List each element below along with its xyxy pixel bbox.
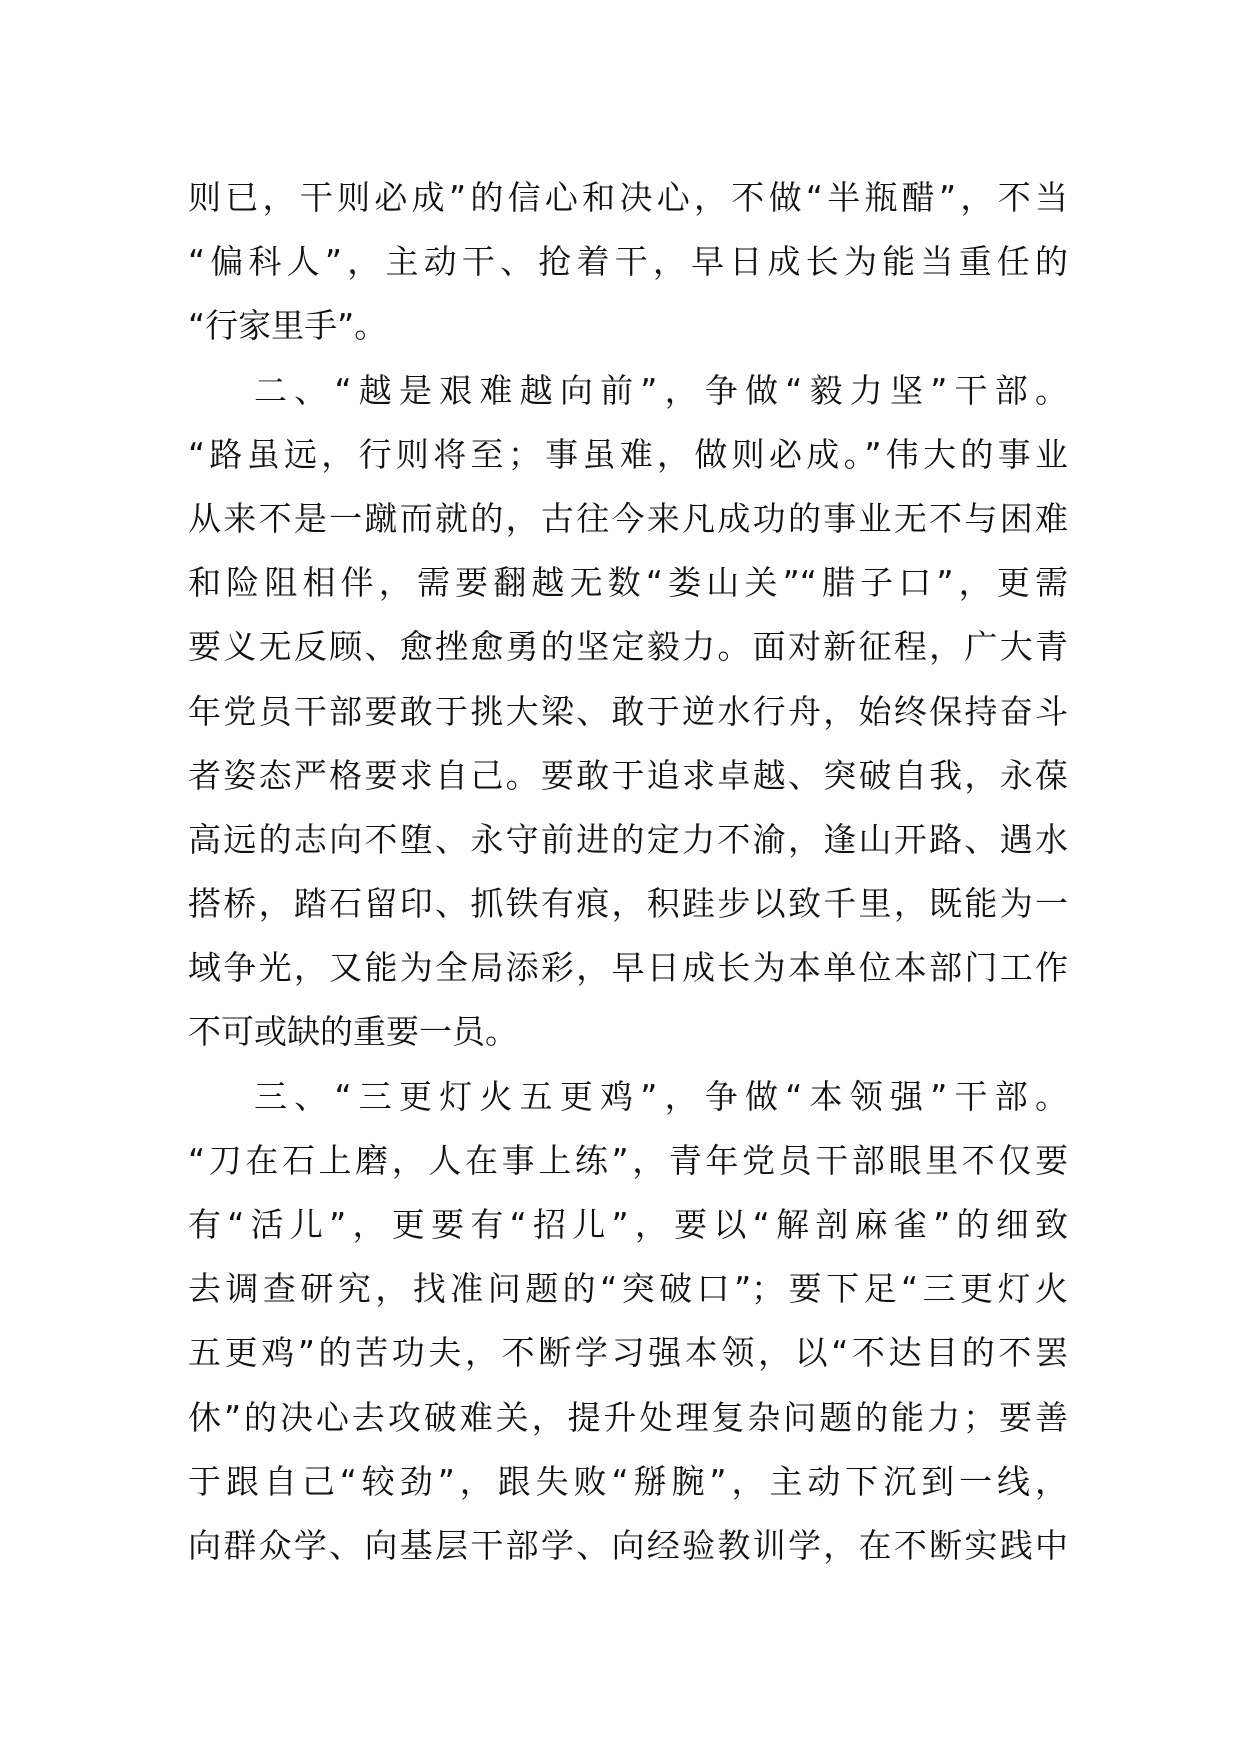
text-line: 域争光，又能为全局添彩，早日成长为本单位本部门工作 — [188, 948, 1068, 988]
document-body-text — [188, 166, 1068, 1578]
text-line: 不可或缺的重要一员。 — [188, 1012, 518, 1052]
text-line: “行家里手”。 — [188, 306, 388, 346]
section-heading-2: 二、“越是艰难越向前”，争做“毅力坚”干部。 — [254, 370, 1068, 410]
text-line: 五更鸡”的苦功夫，不断学习强本领，以“不达目的不罢 — [188, 1333, 1068, 1373]
text-line: 休”的决心去攻破难关，提升处理复杂问题的能力；要善 — [188, 1397, 1068, 1437]
text-line: 从来不是一蹴而就的，古往今来凡成功的事业无不与困难 — [188, 498, 1068, 538]
text-line: 年党员干部要敢于挑大梁、敢于逆水行舟，始终保持奋斗 — [188, 691, 1068, 731]
text-line: “刀在石上磨，人在事上练”，青年党员干部眼里不仅要 — [188, 1140, 1068, 1180]
text-line: 有“活儿”，更要有“招儿”，要以“解剖麻雀”的细致 — [188, 1205, 1068, 1244]
text-line: “路虽远，行则将至；事虽难，做则必成。”伟大的事业 — [188, 434, 1068, 474]
text-line: 搭桥，踏石留印、抓铁有痕，积跬步以致千里，既能为一 — [188, 884, 1068, 924]
text-line: 高远的志向不堕、永守前进的定力不渝，逢山开路、遇水 — [188, 819, 1068, 859]
text-line: “偏科人”，主动干、抢着干，早日成长为能当重任的 — [188, 242, 1068, 282]
text-line: 于跟自己“较劲”，跟失败“掰腕”，主动下沉到一线， — [188, 1461, 1068, 1501]
text-line: 要义无反顾、愈挫愈勇的坚定毅力。面对新征程，广大青 — [188, 627, 1068, 667]
text-line: 则已，干则必成”的信心和决心，不做“半瓶醋”，不当 — [188, 178, 1068, 217]
text-line: 向群众学、向基层干部学、向经验教训学，在不断实践中 — [188, 1525, 1068, 1565]
text-line: 和险阻相伴，需要翻越无数“娄山关”“腊子口”，更需 — [188, 563, 1068, 603]
section-heading-3: 三、“三更灯火五更鸡”，争做“本领强”干部。 — [254, 1076, 1068, 1116]
text-line: 者姿态严格要求自己。要敢于追求卓越、突破自我，永葆 — [188, 755, 1068, 795]
text-line: 去调查研究，找准问题的“突破口”；要下足“三更灯火 — [188, 1269, 1068, 1309]
